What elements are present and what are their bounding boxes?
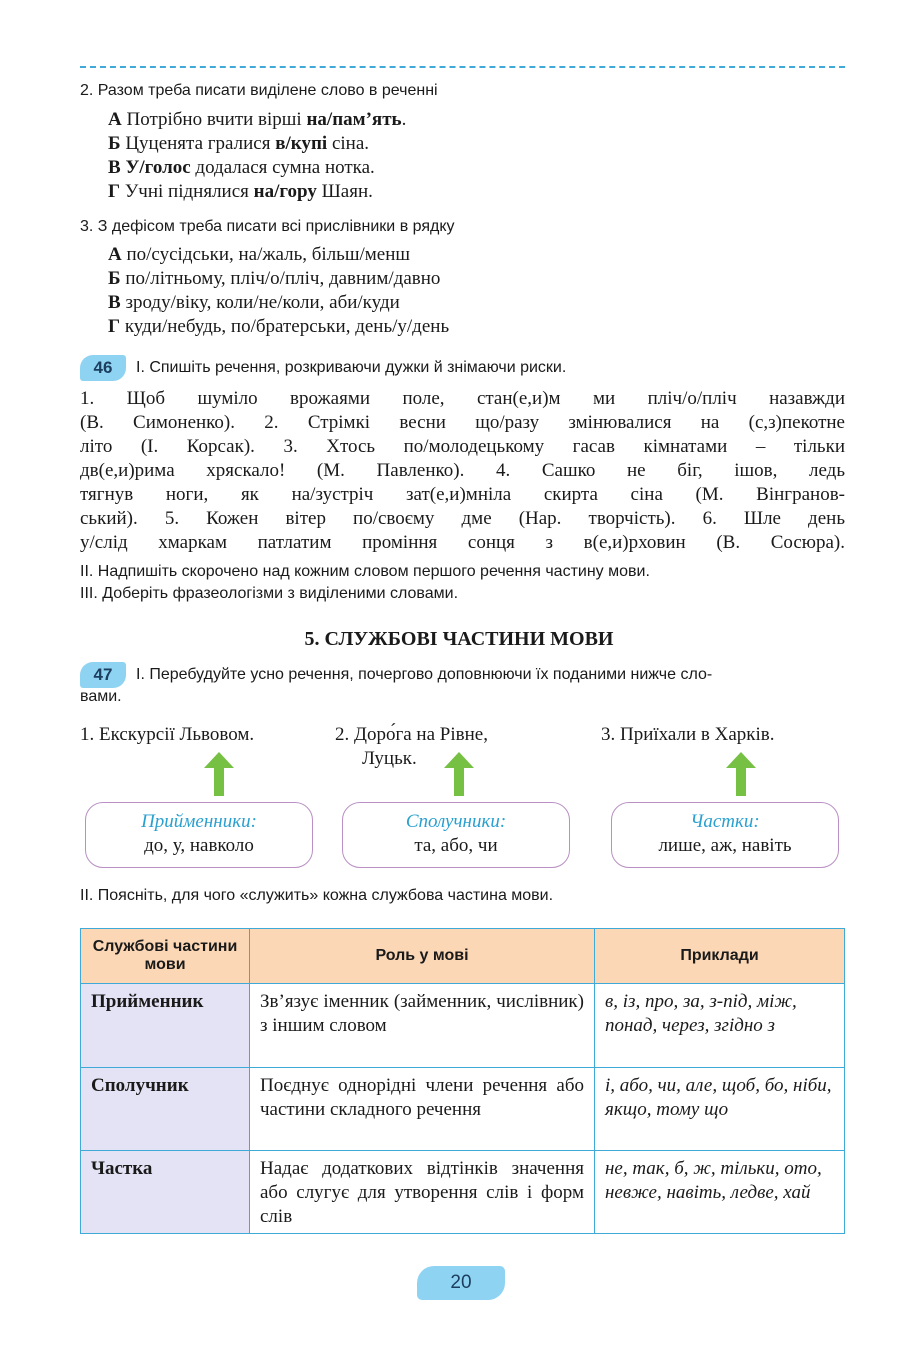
option-highlight: на/пам’ять xyxy=(306,109,402,130)
option-text: зроду/віку, коли/не/коли, аби/куди xyxy=(120,292,400,313)
table-cell-role: Поєднує однорідні члени речення або частини складного речення xyxy=(250,1068,595,1151)
box-words: лише, аж, навіть xyxy=(658,835,792,856)
table-header-row xyxy=(81,929,845,984)
exercise-46-text-line: 1. Щоб шуміло врожаями поле, стан(е,и)м ми пліч/о/пліч назавжди xyxy=(80,388,845,409)
table-cell-part: Прийменник xyxy=(81,984,250,1068)
option-text: сіна. xyxy=(327,133,370,154)
q2-option-b xyxy=(108,133,369,155)
exercise-46-text-line: тягнув ноги, як на/зустріч зат(е,и)мніла скирта сіна (М. Вінгранов- xyxy=(80,484,845,505)
option-letter: В xyxy=(108,157,121,178)
arrow-up-icon xyxy=(204,752,234,796)
question-2-title: 2. Разом треба писати виділене слово в реченні xyxy=(80,82,438,99)
option-text: Учні піднялися xyxy=(120,181,254,202)
table-cell-part: Сполучник xyxy=(81,1068,250,1151)
box-heading: Частки: xyxy=(690,811,760,832)
box-heading: Прийменники: xyxy=(141,811,257,832)
exercise-46-task-2: ІІ. Надпишіть скорочено над кожним словом першого речення частину мови. xyxy=(80,563,650,580)
q3-option-b xyxy=(108,268,440,290)
exercise-47-task-2: ІІ. Поясніть, для чого «служить» кожна службова частина мови. xyxy=(80,887,554,904)
option-text: . xyxy=(401,109,407,130)
table-header: Службові частини мови xyxy=(81,929,250,984)
table-cell-examples: і, або, чи, але, щоб, бо, ніби, якщо, тому що xyxy=(595,1068,845,1151)
option-text: додалася сумна нотка. xyxy=(190,157,375,178)
table-cell-examples: в, із, про, за, з-під, між, понад, через, згідно з xyxy=(595,984,845,1068)
table-cell-examples: не, так, б, ж, тільки, ото, невже, навіть, ледве, хай xyxy=(595,1151,845,1234)
question-3-title: 3. З дефісом треба писати всі прислівники в рядку xyxy=(80,218,455,235)
q2-option-a xyxy=(108,109,406,131)
option-letter: Г xyxy=(108,316,121,337)
exercise-46-text-line: ський). 5. Кожен вітер по/своєму дме (Нар. творчість). 6. Шле день xyxy=(80,508,845,529)
option-text: куди/небудь, по/братерськи, день/у/день xyxy=(120,316,450,337)
sentence-2: 2. Доро́га на Рівне, xyxy=(335,724,488,745)
option-letter: Г xyxy=(108,181,121,202)
q2-option-c xyxy=(108,157,375,179)
option-text: Потрібно вчити вірші xyxy=(121,109,307,130)
option-text: по/літньому, пліч/о/пліч, давним/давно xyxy=(120,268,441,289)
q3-option-c xyxy=(108,292,400,314)
exercise-47-task-cont: вами. xyxy=(80,688,122,705)
option-letter: В xyxy=(108,292,121,313)
option-text: Шаян. xyxy=(316,181,373,202)
option-letter: А xyxy=(108,244,122,265)
sentence-1: 1. Екскурсії Львовом. xyxy=(80,724,255,745)
prepositions-box xyxy=(85,802,313,868)
conjunctions-box xyxy=(342,802,570,868)
section-title: 5. СЛУЖБОВІ ЧАСТИНИ МОВИ xyxy=(304,628,614,650)
table-cell-role: Надає додаткових відтінків значення або слугує для утворення слів і форм слів xyxy=(250,1151,595,1234)
box-words: до, у, навколо xyxy=(144,835,254,856)
option-highlight: на/гору xyxy=(253,181,317,202)
sentence-2-cont: Луцьк. xyxy=(362,748,417,769)
particles-box xyxy=(611,802,839,868)
table-cell-role: Зв’язує іменник (займенник, числівник) з іншим словом xyxy=(250,984,595,1068)
page-number: 20 xyxy=(417,1266,505,1300)
exercise-46-task-3: ІІІ. Доберіть фразеологізми з виділеними словами. xyxy=(80,585,459,602)
option-text: Цуценята гралися xyxy=(120,133,276,154)
q2-option-d xyxy=(108,181,373,203)
parts-of-speech-table xyxy=(80,928,845,1234)
exercise-47-task: І. Перебудуйте усно речення, почергово доповнюючи їх поданими нижче сло- xyxy=(136,666,713,683)
option-letter: Б xyxy=(108,133,121,154)
option-text: по/сусідськи, на/жаль, більш/менш xyxy=(121,244,410,265)
q3-option-a xyxy=(108,244,410,266)
sentence-3: 3. Приїхали в Харків. xyxy=(601,724,775,745)
option-highlight: У/голос xyxy=(125,157,191,178)
table-row xyxy=(81,1151,845,1234)
exercise-47-badge: 47 xyxy=(80,662,126,688)
q3-option-d xyxy=(108,316,449,338)
arrow-up-icon xyxy=(726,752,756,796)
exercise-46-text-line: дв(е,и)рима хряскало! (М. Павленко). 4. Сашко не біг, ішов, ледь xyxy=(80,460,845,481)
option-letter: А xyxy=(108,109,122,130)
table-cell-part: Частка xyxy=(81,1151,250,1234)
option-highlight: в/купі xyxy=(275,133,328,154)
exercise-46-task: І. Спишіть речення, розкриваючи дужки й знімаючи риски. xyxy=(136,359,567,376)
table-row xyxy=(81,984,845,1068)
top-dashed-divider xyxy=(80,66,845,68)
arrow-up-icon xyxy=(444,752,474,796)
option-letter: Б xyxy=(108,268,121,289)
table-header: Роль у мові xyxy=(250,929,595,984)
box-heading: Сполучники: xyxy=(405,811,507,832)
table-row xyxy=(81,1068,845,1151)
exercise-46-text-line: у/слід хмаркам патлатим проміння сонця з в(е,и)рховин (В. Сосюра). xyxy=(80,532,845,553)
table-header: Приклади xyxy=(595,929,845,984)
box-words: та, або, чи xyxy=(414,835,498,856)
exercise-46-text-line: літо (І. Корсак). 3. Хтось по/молодецькому гасав кімнатами – тільки xyxy=(80,436,845,457)
exercise-46-badge: 46 xyxy=(80,355,126,381)
exercise-46-text-line: (В. Симоненко). 2. Стрімкі весни що/разу змінювалися на (с,з)пекотне xyxy=(80,412,845,433)
